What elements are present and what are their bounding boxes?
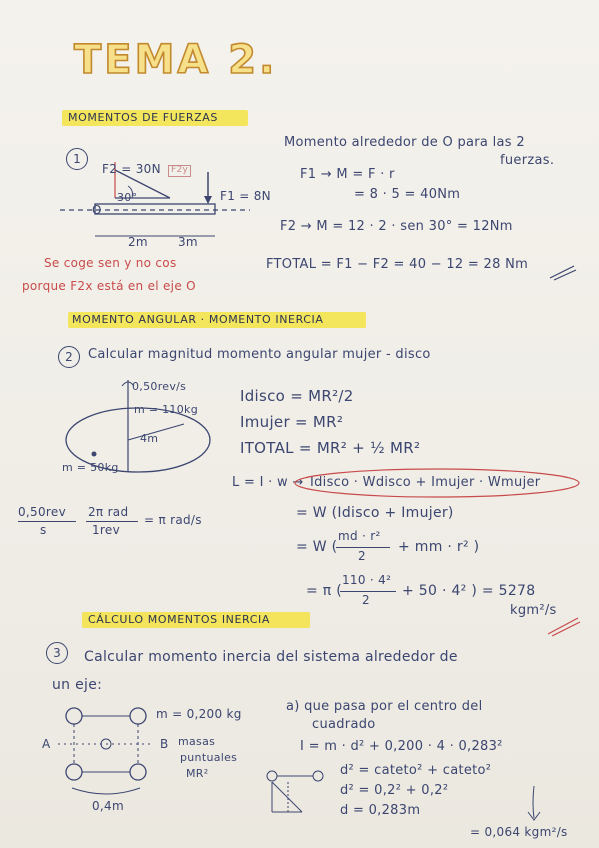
conv-bar1 [18,521,76,522]
conv-num: 0,50rev [18,505,66,519]
eq-inertia: I = m · d² + 0,200 · 4 · 0,283² [300,739,503,754]
s3-mass-label: m = 0,200 kg [156,707,242,721]
problem2-number: 2 [58,346,80,368]
s1-f1-calc: = 8 · 5 = 40Nm [354,187,461,202]
s2-question: Calcular magnitud momento angular mujer - disco [88,347,431,362]
conv-bar2 [86,521,138,522]
s1-f1-line: F1 → M = F · r [300,167,395,182]
distance-2m: 2m [128,235,148,249]
point-b-label: B [160,737,169,751]
part-a-line1: a) que pasa por el centro del [286,699,483,714]
conv-den: s [40,523,47,537]
mr2-label: MR² [186,767,209,780]
f2-label: F2 = 30N [102,162,161,176]
conv-num2: 2π rad [88,505,129,519]
s1-f2-line: F2 → M = 12 · 2 · sen 30° = 12Nm [280,219,513,234]
disk-mass-label: m = 50kg [62,461,119,474]
triangle-diagram [262,768,332,818]
i-total: ITOTAL = MR² + ½ MR² [240,439,421,457]
step2-a: = W ( [296,539,338,555]
f1-label: F1 = 8N [220,189,271,203]
page-title: TEMA 2. [74,37,278,83]
l-def: L = I · w → [232,475,304,490]
double-underline-mark-2 [544,612,584,638]
masas-label1: masas [178,735,216,748]
step3-a: = π ( [306,583,343,599]
step3-frac-den: 2 [362,593,370,607]
step3-frac-num: 110 · 4² [342,573,392,587]
i-mujer: Imujer = MR² [240,413,344,431]
step2-b: + mm · r² ) [398,539,480,555]
distance-3m: 3m [178,235,198,249]
eq-values: d² = 0,2² + 0,2² [340,783,449,798]
part-a-line2: cuadrado [312,717,376,732]
step2-bar [336,547,390,548]
l-sum: Idisco · Wdisco + Imujer · Wmujer [310,475,541,490]
side-length-label: 0,4m [92,799,124,813]
l-sum-circle [292,466,582,500]
step2-frac-den: 2 [358,549,366,563]
eq-distance: d = 0,283m [340,803,421,818]
point-a-label: A [42,737,51,751]
s3-question1: Calcular momento inercia del sistema alrededor de [84,649,458,665]
i-disco: Idisco = MR²/2 [240,387,354,405]
note-line1: Se coge sen y no cos [44,256,177,270]
omega-label: 0,50rev/s [132,380,187,393]
problem3-number: 3 [46,642,68,664]
double-underline-mark [548,262,578,282]
s3-question2: un eje: [52,677,103,693]
origin-label: O [92,203,102,217]
note-line2: porque F2x está en el eje O [22,279,196,293]
step3-bar [340,591,396,592]
s1-intro1: Momento alrededor de O para las 2 [284,135,525,150]
f2y-label: F2y [168,165,191,177]
s1-total: FTOTAL = F1 − F2 = 40 − 12 = 28 Nm [266,257,529,272]
woman-mass-label: m = 110kg [134,403,198,416]
step3-b: + 50 · 4² ) = 5278 [402,583,536,599]
conv-result: = π rad/s [144,513,202,527]
conv-den2: 1rev [92,523,120,537]
eq-pythag: d² = cateto² + cateto² [340,763,492,778]
step1: = W (Idisco + Imujer) [296,505,454,521]
s3-result: = 0,064 kgm²/s [470,825,568,839]
section3-heading: CÁLCULO MOMENTOS INERCIA [88,613,270,626]
down-arrow-mark [524,784,544,824]
radius-label: 4m [140,432,159,445]
masas-label2: puntuales [180,751,238,764]
s1-intro2: fuerzas. [500,153,555,168]
section2-heading: MOMENTO ANGULAR · MOMENTO INERCIA [72,313,324,326]
step3-unit: kgm²/s [510,603,557,618]
section1-heading: MOMENTOS DE FUERZAS [68,111,219,124]
step2-frac-num: md · r² [338,529,381,543]
angle-label: 30° [117,191,138,204]
problem1-number: 1 [66,148,88,170]
